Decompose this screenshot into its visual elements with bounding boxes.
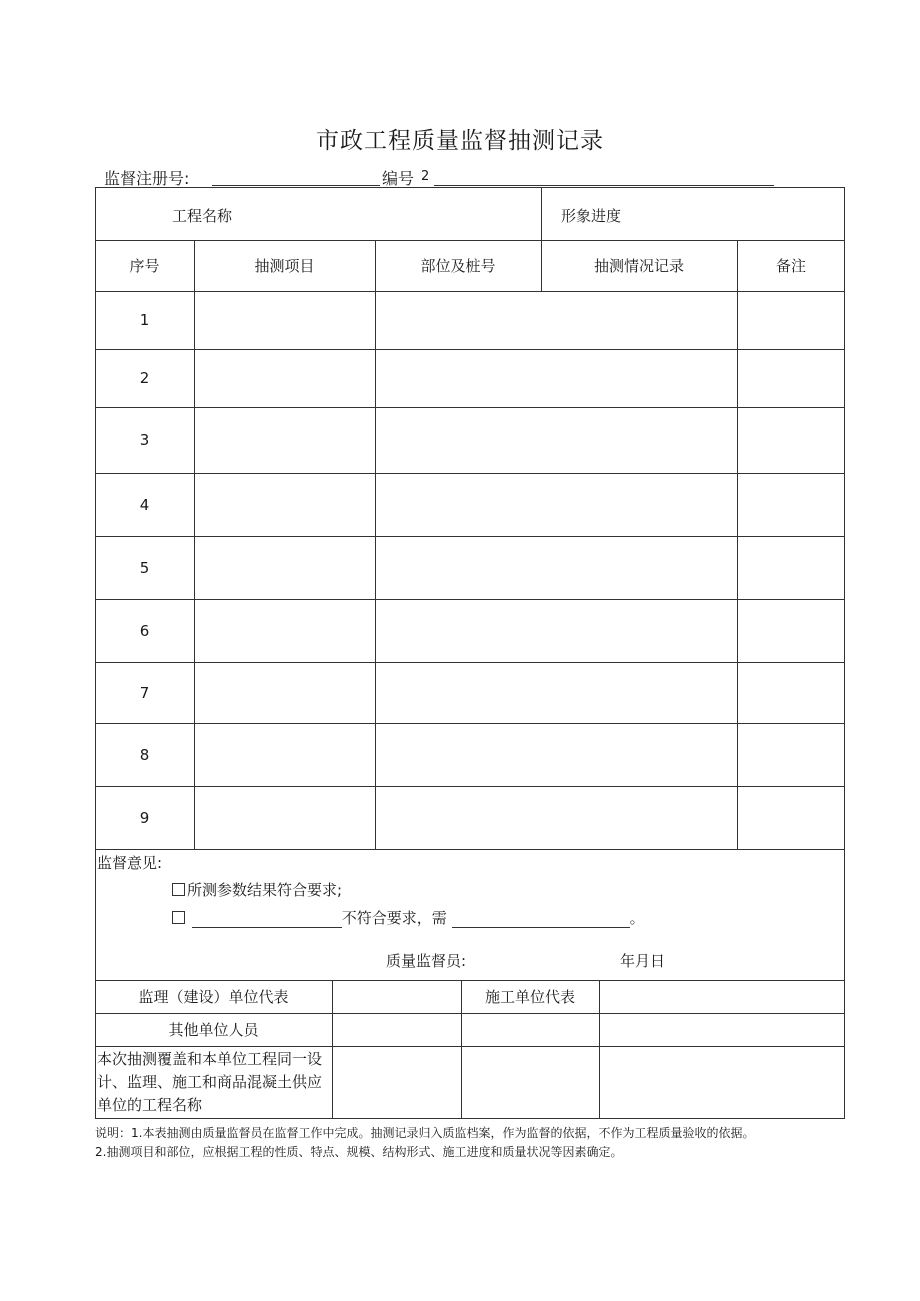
table-row-number: 3 [139,431,150,449]
divider [194,240,195,849]
col-header-location: 部位及桩号 [420,257,496,275]
option-fail-text: 不符合要求，需 [341,909,447,927]
col-header-record: 抽测情况记录 [593,257,684,275]
divider [737,240,738,849]
divider [95,1046,845,1047]
progress-label: 形象进度 [561,207,622,225]
table-row-number: 5 [139,558,150,577]
date-label: 年月日 [620,952,666,970]
divider [95,407,845,408]
col-header-seq: 序号 [129,257,160,275]
note-line: 说明：1.本表抽测由质量监督员在监督工作中完成。抽测记录归入质监档案，作为监督的依据，不作为工程质量验收的依据。 [95,1126,755,1140]
note-line: 2.抽测项目和部位，应根据工程的性质、特点、规模、结构形式、施工进度和质量状况等因素确定。 [95,1145,623,1159]
divider [375,240,376,849]
serial-label: 编号 [382,169,415,188]
other-staff-label: 其他单位人员 [168,1021,259,1039]
divider [95,723,845,724]
checkbox[interactable] [172,883,185,896]
divider [95,349,845,350]
divider [95,662,845,663]
divider [95,291,845,292]
divider [599,980,600,1119]
table-row-number: 8 [139,745,150,764]
divider [95,536,845,537]
serial-number-field[interactable] [434,185,774,186]
inspector-label: 质量监督员: [386,952,467,970]
reg-number-field[interactable] [212,185,380,186]
construction-rep-label: 施工单位代表 [484,988,575,1006]
project-name-label: 工程名称 [172,207,233,225]
fail-action-field[interactable] [452,913,630,928]
table-row-number: 6 [139,621,150,640]
opinion-option-fail[interactable] [172,907,645,928]
notes [95,1124,845,1162]
checkbox[interactable] [172,911,185,924]
supervision-rep-label: 监理（建设）单位代表 [138,988,289,1006]
reg-label: 监督注册号: [104,169,190,188]
progress-field[interactable] [640,188,844,240]
table-row-number: 1 [139,311,150,329]
page-title: 市政工程质量监督抽测记录 [316,128,604,154]
col-header-remarks: 备注 [775,257,806,275]
table-row-number: 4 [139,495,150,514]
table-row-number: 9 [139,808,150,827]
divider [95,473,845,474]
option-fail-end: 。 [629,909,645,927]
col-header-item: 抽测项目 [254,257,315,275]
divider [95,786,845,787]
divider [95,849,845,850]
project-name-field[interactable] [200,188,540,240]
option-pass-text: 所测参数结果符合要求; [187,881,343,899]
opinion-option-pass[interactable] [172,879,342,900]
opinion-label: 监督意见: [97,854,163,872]
fail-param-field[interactable] [192,913,342,928]
table-row-number: 2 [139,369,150,387]
divider [95,599,845,600]
serial-value: 2 [421,169,430,184]
coverage-label: 本次抽测覆盖和本单位工程同一设计、监理、施工和商品混凝土供应单位的工程名称 [97,1050,323,1114]
table-row-number: 7 [139,683,150,702]
